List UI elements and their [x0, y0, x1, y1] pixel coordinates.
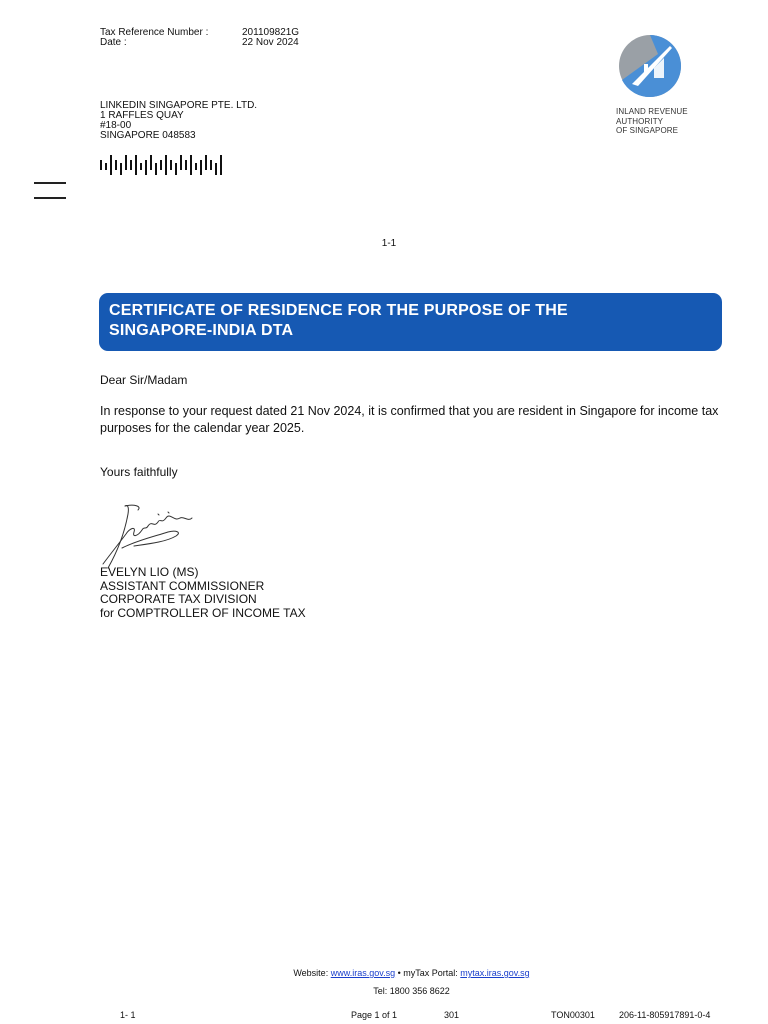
- address-line-3: #18-00: [100, 120, 132, 131]
- address-line-4: SINGAPORE 048583: [100, 130, 196, 141]
- banner-line-2: SINGAPORE-INDIA DTA: [109, 322, 294, 339]
- date-value: 22 Nov 2024: [242, 37, 299, 48]
- address-line-1: LINKEDIN SINGAPORE PTE. LTD.: [100, 100, 258, 111]
- recipient-address: [100, 101, 257, 141]
- salutation: Dear Sir/Madam: [100, 373, 188, 387]
- logo-line-2: AUTHORITY: [616, 116, 664, 126]
- tax-reference-value: 201109821G: [242, 27, 300, 38]
- signatory-block: [100, 566, 306, 620]
- signatory-title: ASSISTANT COMMISSIONER: [100, 578, 265, 593]
- iras-emblem-icon: [618, 34, 682, 98]
- signatory-name: EVELYN LIO (MS): [100, 565, 199, 579]
- footer-links: [0, 968, 768, 978]
- logo-line-3: OF SINGAPORE: [616, 126, 679, 135]
- banner-line-1: CERTIFICATE OF RESIDENCE FOR THE PURPOSE OF THE: [109, 302, 568, 319]
- footer-code-2: TON00301: [551, 1010, 595, 1020]
- footer-telephone: Tel: 1800 356 8622: [373, 986, 450, 996]
- handwritten-signature: [98, 496, 198, 572]
- certificate-title-banner: [99, 293, 722, 351]
- tax-reference-block: [100, 28, 299, 48]
- address-line-2: 1 RAFFLES QUAY: [100, 110, 184, 121]
- logo-line-1: INLAND REVENUE: [616, 107, 688, 116]
- date-label: Date :: [100, 37, 127, 48]
- website-label: Website:: [293, 968, 329, 978]
- portal-label: • myTax Portal:: [397, 968, 458, 978]
- footer-code-3: 206-11-805917891-0-4: [619, 1010, 711, 1020]
- fold-mark-bottom: [34, 197, 66, 199]
- body-paragraph: In response to your request dated 21 Nov 2024, it is confirmed that you are resident in Singapore for income tax purposes for the calendar year 2025.: [100, 404, 719, 435]
- footer-code-1: 301: [444, 1010, 460, 1020]
- tax-reference-label: Tax Reference Number :: [100, 27, 209, 38]
- closing: Yours faithfully: [100, 465, 178, 479]
- date-row: [100, 38, 299, 48]
- page-mark: 1-1: [381, 238, 397, 249]
- iras-logo: [616, 34, 726, 136]
- footer-page-ref: 1- 1: [120, 1010, 136, 1020]
- signatory-division: CORPORATE TAX DIVISION: [100, 592, 257, 606]
- signatory-for-line: for COMPTROLLER OF INCOME TAX: [100, 605, 306, 620]
- mytax-portal-link[interactable]: mytax.iras.gov.sg: [460, 968, 530, 978]
- website-link[interactable]: www.iras.gov.sg: [330, 968, 396, 978]
- postal-barcode-icon: [100, 154, 224, 176]
- fold-mark-top: [34, 182, 66, 184]
- footer-page-count: Page 1 of 1: [351, 1010, 398, 1020]
- iras-logo-text: [616, 107, 726, 136]
